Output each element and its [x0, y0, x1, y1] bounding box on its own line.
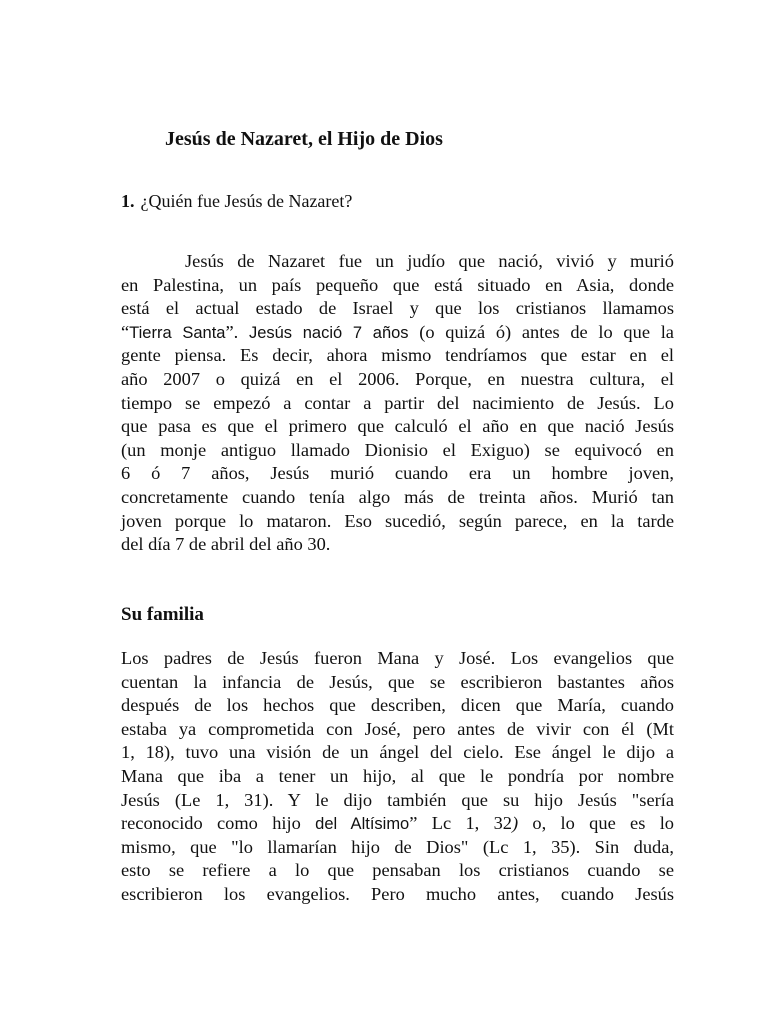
paragraph-line: concretamente cuando tenía algo más de treinta años. Murió tan	[121, 486, 674, 507]
document-title: Jesús de Nazaret, el Hijo de Dios	[165, 128, 443, 150]
paragraph-line: 1, 18), tuvo una visión de un ángel del cielo. Ese ángel le dijo a	[121, 742, 674, 763]
question-text: ¿Quién fue Jesús de Nazaret?	[140, 191, 353, 211]
paragraph-line: gente piensa. Es decir, ahora mismo tendríamos que estar en el	[121, 345, 674, 366]
paragraph-line: cuentan la infancia de Jesús, que se escribieron bastantes años	[121, 671, 674, 692]
paragraph-line: Mana que iba a tener un hijo, al que le pondría por nombre	[121, 765, 674, 786]
paragraph-line: mismo, que "lo llamarían hijo de Dios" (Lc 1, 35). Sin duda,	[121, 836, 674, 857]
line-tail: o, lo que es lo	[518, 813, 675, 834]
paragraph-line: joven porque lo mataron. Eso sucedió, según parece, en la tarde	[121, 510, 674, 531]
paragraph-line: en Palestina, un país pequeño que está situado en Asia, donde	[121, 274, 674, 295]
paragraph-1	[121, 250, 674, 557]
paragraph-line: año 2007 o quizá en el 2006. Porque, en nuestra cultura, el	[121, 368, 674, 389]
sans-phrase: del Altísimo	[315, 815, 410, 834]
line-remainder: (o quizá ó) antes de lo que la	[419, 321, 674, 342]
paragraph-line: después de los hechos que describen, dicen que María, cuando	[121, 695, 674, 716]
paragraph-line: Los padres de Jesús fueron Mana y José. Los evangelios que	[121, 648, 674, 668]
paragraph-line: esto se refiere a lo que pensaban los cristianos cuando se	[121, 860, 674, 881]
quote-close: ”.	[225, 321, 239, 342]
paragraph-line: 6 ó 7 años, Jesús murió cuando era un hombre joven,	[121, 463, 674, 484]
paragraph-line: escribieron los evangelios. Pero mucho antes, cuando Jesús	[121, 883, 674, 904]
paragraph-line-mixed	[121, 321, 674, 345]
sans-phrase-2: Jesús nació 7 años	[248, 323, 409, 342]
paragraph-line: está el actual estado de Israel y que los cristianos llamamos	[121, 298, 674, 319]
paragraph-line: Jesús de Nazaret fue un judío que nació, vivió y murió	[185, 251, 674, 271]
paragraph-line: tiempo se empezó a contar a partir del nacimiento de Jesús. Lo	[121, 392, 674, 413]
paragraph-line: Jesús (Le 1, 31). Y le dijo también que su hijo Jesús "sería	[121, 789, 674, 810]
citation: Lc 1, 32	[417, 813, 512, 834]
quote-close: ”	[409, 813, 418, 834]
paragraph-line: (un monje antiguo llamado Dionisio el Exiguo) se equivocó en	[121, 439, 674, 460]
paragraph-line: estaba ya comprometida con José, pero antes de vivir con él (Mt	[121, 718, 674, 739]
italic-paren: )	[511, 813, 519, 834]
question-number: 1.	[121, 191, 135, 211]
paragraph-line: del día 7 de abril del año 30.	[121, 534, 331, 555]
paragraph-line: que pasa es que el primero que calculó el año en que nació Jesús	[121, 416, 674, 437]
paragraph-line-mixed	[121, 812, 674, 836]
quote-open: “	[121, 321, 130, 342]
paragraph-2	[121, 647, 674, 907]
question-heading	[121, 191, 352, 212]
line-start: reconocido como hijo	[121, 813, 316, 834]
section-heading: Su familia	[121, 604, 204, 625]
sans-phrase: Tierra Santa	[129, 323, 226, 342]
